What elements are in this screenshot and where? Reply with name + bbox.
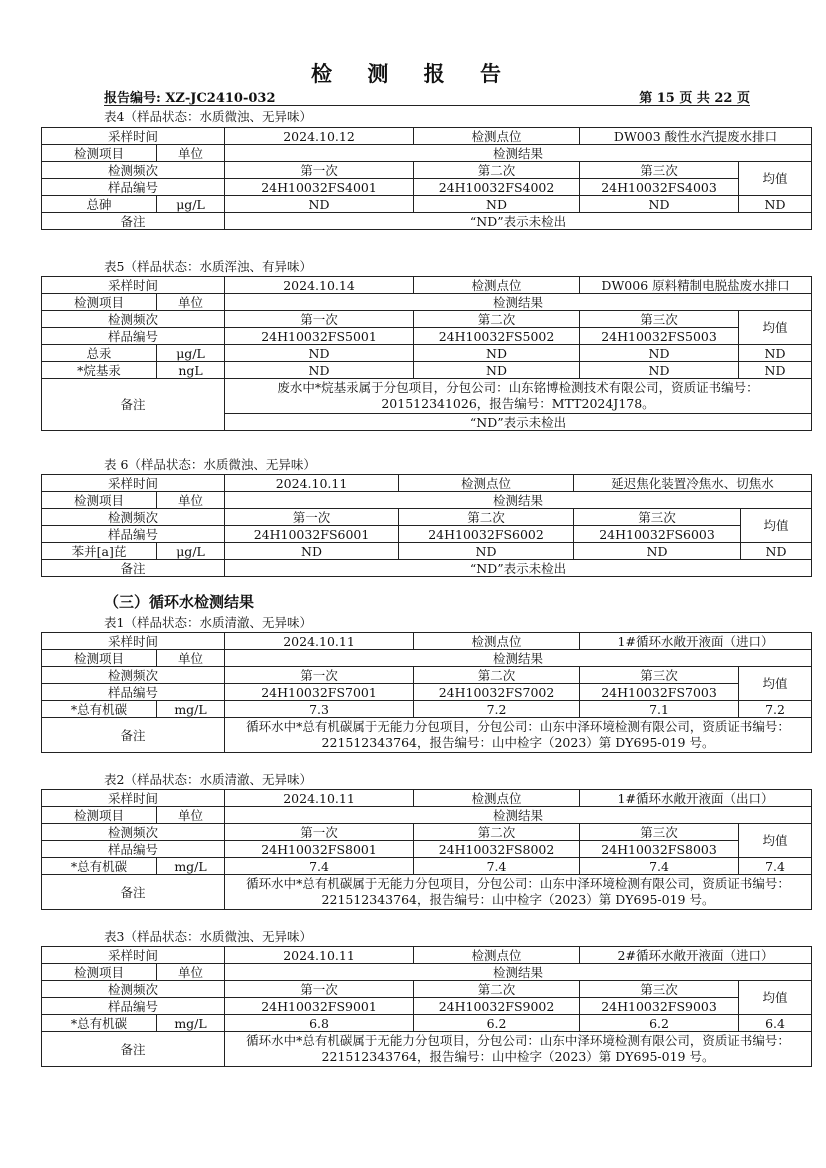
- sample-no-2: 24H10032FS4002: [414, 179, 580, 196]
- result-header: 检测结果: [225, 145, 812, 162]
- second-label: 第二次: [414, 667, 580, 684]
- item-header: 检测项目: [42, 294, 157, 311]
- table-caption: 表1（样品状态：水质清澈、无异味）: [104, 615, 312, 630]
- sample-no-1: 24H10032FS7001: [225, 684, 414, 701]
- sampling-time-label: 采样时间: [42, 475, 225, 492]
- sample-no-2: 24H10032FS6002: [399, 526, 574, 543]
- remark-text: 循环水中*总有机碳属于无能力分包项目，分包公司：山东中泽环境检测有限公司，资质证书编号：221512343764，报告编号：山中检字（2023）第 DY695-019 号。: [225, 718, 812, 753]
- value-average: 6.4: [739, 1015, 812, 1032]
- sample-no-1: 24H10032FS6001: [225, 526, 399, 543]
- sample-no-3: 24H10032FS4003: [580, 179, 739, 196]
- frequency-label: 检测频次: [42, 311, 225, 328]
- result-header: 检测结果: [225, 294, 812, 311]
- first-label: 第一次: [225, 667, 414, 684]
- value-3: 6.2: [580, 1015, 739, 1032]
- item-header: 检测项目: [42, 807, 157, 824]
- remark-label: 备注: [42, 379, 225, 431]
- remark-label: 备注: [42, 213, 225, 230]
- frequency-label: 检测频次: [42, 509, 225, 526]
- section-title: （三）循环水检测结果: [104, 593, 255, 611]
- item-name: *总有机碳: [42, 1015, 157, 1032]
- sample-no-label: 样品编号: [42, 526, 225, 543]
- value-2: ND: [414, 345, 580, 362]
- circulating-water-table-1: [41, 632, 812, 753]
- result-header: 检测结果: [225, 807, 812, 824]
- frequency-label: 检测频次: [42, 981, 225, 998]
- item-unit: μg/L: [157, 345, 225, 362]
- item-unit: mg/L: [157, 701, 225, 718]
- sampling-date: 2024.10.11: [225, 633, 414, 650]
- detection-point-value: 2#循环水敞开液面（进口）: [580, 947, 812, 964]
- value-average: ND: [741, 543, 812, 560]
- report-header: [104, 87, 750, 106]
- third-label: 第三次: [580, 824, 739, 841]
- sampling-date: 2024.10.12: [225, 128, 414, 145]
- first-label: 第一次: [225, 162, 414, 179]
- value-1: ND: [225, 543, 399, 560]
- value-1: 7.4: [225, 858, 414, 875]
- detection-point-value: DW003 酸性水汽提废水排口: [580, 128, 812, 145]
- value-2: ND: [414, 362, 580, 379]
- item-unit: mg/L: [157, 1015, 225, 1032]
- item-header: 检测项目: [42, 964, 157, 981]
- item-name: *总有机碳: [42, 701, 157, 718]
- results-table-6: [41, 474, 812, 577]
- detection-point-label: 检测点位: [414, 128, 580, 145]
- remark-label: 备注: [42, 560, 225, 577]
- detection-point-value: 延迟焦化装置冷焦水、切焦水: [574, 475, 812, 492]
- circulating-water-table-3: [41, 946, 812, 1067]
- sample-no-3: 24H10032FS5003: [580, 328, 739, 345]
- sample-no-label: 样品编号: [42, 841, 225, 858]
- result-header: 检测结果: [225, 650, 812, 667]
- sample-no-3: 24H10032FS7003: [580, 684, 739, 701]
- value-average: ND: [739, 345, 812, 362]
- table-row: [42, 345, 812, 362]
- value-3: ND: [574, 543, 741, 560]
- average-label: 均值: [739, 824, 812, 858]
- result-header: 检测结果: [225, 964, 812, 981]
- value-1: ND: [225, 196, 414, 213]
- value-average: 7.2: [739, 701, 812, 718]
- sample-no-2: 24H10032FS8002: [414, 841, 580, 858]
- frequency-label: 检测频次: [42, 824, 225, 841]
- result-header: 检测结果: [225, 492, 812, 509]
- remark-text: 废水中*烷基汞属于分包项目，分包公司：山东铭博检测技术有限公司，资质证书编号：201512341026，报告编号：MTT2024J178。: [225, 379, 812, 414]
- table-caption: 表5（样品状态：水质浑浊、有异味）: [104, 259, 312, 274]
- value-2: ND: [399, 543, 574, 560]
- report-number: 报告编号: XZ-JC2410-032: [104, 91, 276, 106]
- detection-point-label: 检测点位: [399, 475, 574, 492]
- table-caption: 表2（样品状态：水质清澈、无异味）: [104, 772, 312, 787]
- unit-header: 单位: [157, 492, 225, 509]
- item-unit: μg/L: [157, 196, 225, 213]
- item-header: 检测项目: [42, 650, 157, 667]
- item-header: 检测项目: [42, 145, 157, 162]
- item-header: 检测项目: [42, 492, 157, 509]
- sample-no-label: 样品编号: [42, 684, 225, 701]
- value-3: 7.4: [580, 858, 739, 875]
- frequency-label: 检测频次: [42, 667, 225, 684]
- average-label: 均值: [739, 667, 812, 701]
- results-table-5: [41, 276, 812, 431]
- detection-point-label: 检测点位: [414, 947, 580, 964]
- table-row: [42, 543, 812, 560]
- average-label: 均值: [741, 509, 812, 543]
- sampling-date: 2024.10.11: [225, 475, 399, 492]
- sampling-time-label: 采样时间: [42, 633, 225, 650]
- sample-no-label: 样品编号: [42, 328, 225, 345]
- sample-no-3: 24H10032FS8003: [580, 841, 739, 858]
- sample-no-2: 24H10032FS9002: [414, 998, 580, 1015]
- first-label: 第一次: [225, 981, 414, 998]
- sample-no-1: 24H10032FS8001: [225, 841, 414, 858]
- item-unit: μg/L: [157, 543, 225, 560]
- report-title: 检 测 报 告: [311, 61, 515, 86]
- first-label: 第一次: [225, 311, 414, 328]
- sample-no-2: 24H10032FS7002: [414, 684, 580, 701]
- page-number: 第 15 页 共 22 页: [639, 91, 750, 106]
- sample-no-label: 样品编号: [42, 179, 225, 196]
- value-3: ND: [580, 196, 739, 213]
- table-caption: 表3（样品状态：水质微浊、无异味）: [104, 929, 312, 944]
- value-average: 7.4: [739, 858, 812, 875]
- sample-no-1: 24H10032FS4001: [225, 179, 414, 196]
- detection-point-value: DW006 原料精制电脱盐废水排口: [580, 277, 812, 294]
- sampling-date: 2024.10.14: [225, 277, 414, 294]
- table-row: [42, 362, 812, 379]
- value-3: ND: [580, 345, 739, 362]
- remark-text: “ND”表示未检出: [225, 213, 812, 230]
- remark-label: 备注: [42, 718, 225, 753]
- average-label: 均值: [739, 162, 812, 196]
- circulating-water-table-2: [41, 789, 812, 910]
- average-label: 均值: [739, 981, 812, 1015]
- remark-text: “ND”表示未检出: [225, 560, 812, 577]
- nd-note: “ND”表示未检出: [225, 414, 812, 431]
- item-name: 苯并[a]芘: [42, 543, 157, 560]
- value-1: 6.8: [225, 1015, 414, 1032]
- remark-text: 循环水中*总有机碳属于无能力分包项目，分包公司：山东中泽环境检测有限公司，资质证书编号：221512343764，报告编号：山中检字（2023）第 DY695-019 号。: [225, 1032, 812, 1067]
- second-label: 第二次: [414, 981, 580, 998]
- remark-label: 备注: [42, 1032, 225, 1067]
- first-label: 第一次: [225, 509, 399, 526]
- third-label: 第三次: [580, 162, 739, 179]
- table-caption: 表4（样品状态：水质微浊、无异味）: [104, 109, 312, 124]
- detection-point-label: 检测点位: [414, 790, 580, 807]
- item-unit: ngL: [157, 362, 225, 379]
- item-unit: mg/L: [157, 858, 225, 875]
- results-table-4: [41, 127, 812, 230]
- unit-header: 单位: [157, 145, 225, 162]
- table-row: [42, 701, 812, 718]
- third-label: 第三次: [580, 981, 739, 998]
- value-1: 7.3: [225, 701, 414, 718]
- detection-point-value: 1#循环水敞开液面（进口）: [580, 633, 812, 650]
- item-name: *总有机碳: [42, 858, 157, 875]
- remark-label: 备注: [42, 875, 225, 910]
- first-label: 第一次: [225, 824, 414, 841]
- third-label: 第三次: [574, 509, 741, 526]
- sample-no-label: 样品编号: [42, 998, 225, 1015]
- table-row: [42, 858, 812, 875]
- sample-no-3: 24H10032FS6003: [574, 526, 741, 543]
- sampling-date: 2024.10.11: [225, 947, 414, 964]
- second-label: 第二次: [414, 311, 580, 328]
- table-row: [42, 1015, 812, 1032]
- item-name: 总砷: [42, 196, 157, 213]
- value-2: 7.4: [414, 858, 580, 875]
- unit-header: 单位: [157, 294, 225, 311]
- value-average: ND: [739, 362, 812, 379]
- sampling-time-label: 采样时间: [42, 128, 225, 145]
- sampling-date: 2024.10.11: [225, 790, 414, 807]
- sample-no-1: 24H10032FS9001: [225, 998, 414, 1015]
- table-row: [42, 196, 812, 213]
- detection-point-value: 1#循环水敞开液面（出口）: [580, 790, 812, 807]
- unit-header: 单位: [157, 964, 225, 981]
- second-label: 第二次: [414, 162, 580, 179]
- remark-text: 循环水中*总有机碳属于无能力分包项目，分包公司：山东中泽环境检测有限公司，资质证书编号：221512343764，报告编号：山中检字（2023）第 DY695-019 号。: [225, 875, 812, 910]
- detection-point-label: 检测点位: [414, 633, 580, 650]
- table-caption: 表 6（样品状态：水质微浊、无异味）: [104, 457, 316, 472]
- value-2: ND: [414, 196, 580, 213]
- unit-header: 单位: [157, 807, 225, 824]
- value-1: ND: [225, 345, 414, 362]
- frequency-label: 检测频次: [42, 162, 225, 179]
- value-1: ND: [225, 362, 414, 379]
- value-3: ND: [580, 362, 739, 379]
- sampling-time-label: 采样时间: [42, 947, 225, 964]
- sample-no-2: 24H10032FS5002: [414, 328, 580, 345]
- value-average: ND: [739, 196, 812, 213]
- third-label: 第三次: [580, 311, 739, 328]
- unit-header: 单位: [157, 650, 225, 667]
- second-label: 第二次: [414, 824, 580, 841]
- value-2: 7.2: [414, 701, 580, 718]
- sample-no-1: 24H10032FS5001: [225, 328, 414, 345]
- detection-point-label: 检测点位: [414, 277, 580, 294]
- average-label: 均值: [739, 311, 812, 345]
- sample-no-3: 24H10032FS9003: [580, 998, 739, 1015]
- sampling-time-label: 采样时间: [42, 790, 225, 807]
- second-label: 第二次: [399, 509, 574, 526]
- item-name: 总汞: [42, 345, 157, 362]
- value-3: 7.1: [580, 701, 739, 718]
- sampling-time-label: 采样时间: [42, 277, 225, 294]
- value-2: 6.2: [414, 1015, 580, 1032]
- third-label: 第三次: [580, 667, 739, 684]
- item-name: *烷基汞: [42, 362, 157, 379]
